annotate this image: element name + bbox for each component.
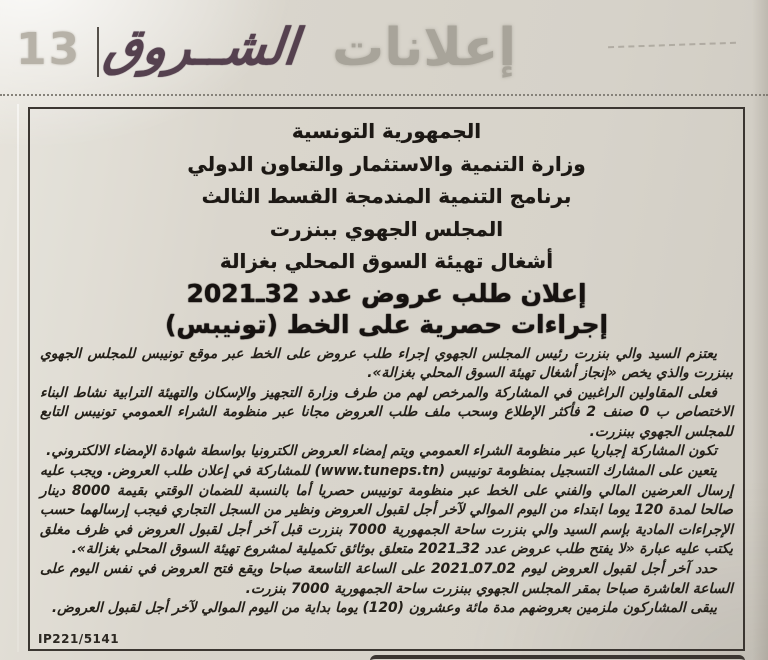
- heading-ministry: وزارة التنمية والاستثمار والتعاون الدولي: [187, 151, 586, 176]
- heading-republic: الجمهورية التونسية: [291, 119, 482, 143]
- notice-paragraph-submission: يتعين على المشارك التسجيل بمنظومة تونيبس (www.tuneps.tn) للمشاركة في إعلان طلب العروض. ويجب عليه إرسال العرضين المالي والفني على الخط عبر منظومة تونيبس حصريا أما بالنسبة للضمان الوقتي بقيمة 8000 دينار صالحا لمدة 120 يوما ابتداء من اليوم الموالي لآخر أجل لقبول العروض ونظير من السجل التجاري فيجب إرسالهما حسب الإجراءات المادية بإسم السيد والي بنزرت ساحة الجمهورية 7000 بنزرت قبل آخر أجل لقبول العروض في ظرف مغلق يكتب عليه عبارة «لا يفتح طلب عروض عدد 32ـ2021 متعلق بوثائق تكميلية لمشروع تهيئة السوق المحلي بغزالة».: [40, 463, 733, 558]
- ad-reference: IP221/5141: [38, 632, 120, 646]
- notice-paragraph-eligibility: فعلى المقاولين الراغبين في المشاركة والمرخص لهم من طرف وزارة التجهيز والإسكان والتهيئة الترابية نشاط البناء الاختصاص ب 0 صنف 2 فأكثر الإطلاع وسحب ملف طلب العروض مجانا عبر منظومة الشراء العمومي تونيبس التابع للمجلس الجهوي ببنزرت.: [40, 384, 733, 440]
- paper-fold-line: [17, 104, 19, 652]
- tender-subtitle: إجراءات حصرية على الخط (تونيبس): [164, 309, 609, 339]
- next-ad-top-border: [370, 655, 745, 660]
- notice-header: [40, 115, 733, 278]
- page-edge-bleed: [752, 0, 768, 660]
- print-artifact-dash: [608, 42, 736, 48]
- heading-council: المجلس الجهوي ببنزرت: [269, 216, 504, 241]
- masthead-rule: [0, 94, 768, 96]
- heading-program: برنامج التنمية المندمجة القسط الثالث: [201, 184, 572, 208]
- masthead: [0, 0, 768, 96]
- notice-paragraph-deadline: حدد آخر أجل لقبول العروض ليوم 02ـ07ـ2021 على الساعة التاسعة صباحا ويقع فتح العروض في نفس اليوم على الساعة العاشرة صباحا بمقر المجلس الجهوي ببنزرت ساحة الجمهورية 7000 بنزرت.: [40, 561, 733, 597]
- section-label: إعلانات: [332, 18, 517, 78]
- page-number: 13: [16, 24, 82, 75]
- notice-paragraph-validity: يبقى المشاركون ملزمين بعروضهم مدة مائة وعشرون (120) يوما بداية من اليوم الموالي لآخر أجل لقبول العروض.: [51, 600, 717, 617]
- tender-title: إعلان طلب عروض عدد 32ـ2021: [186, 278, 587, 308]
- newspaper-logo: الشــروق: [100, 18, 301, 76]
- masthead-divider: [97, 27, 99, 77]
- notice-paragraph-esignature: تكون المشاركة إجباريا عبر منظومة الشراء العمومي ويتم إمضاء العروض الكترونيا بواسطة شهادة الإمضاء الالكتروني.: [46, 443, 717, 460]
- notice-body: [40, 345, 733, 619]
- heading-works: أشغال تهيئة السوق المحلي بغزالة: [219, 249, 554, 273]
- tender-notice-box: [28, 107, 745, 651]
- notice-paragraph-intent: يعتزم السيد والي بنزرت رئيس المجلس الجهوي إجراء طلب عروض على الخط عبر موقع تونيبس للمجلس الجهوي ببنزرت والذي يخص «إنجاز أشغال تهيئة السوق المحلي بغزالة».: [40, 345, 733, 382]
